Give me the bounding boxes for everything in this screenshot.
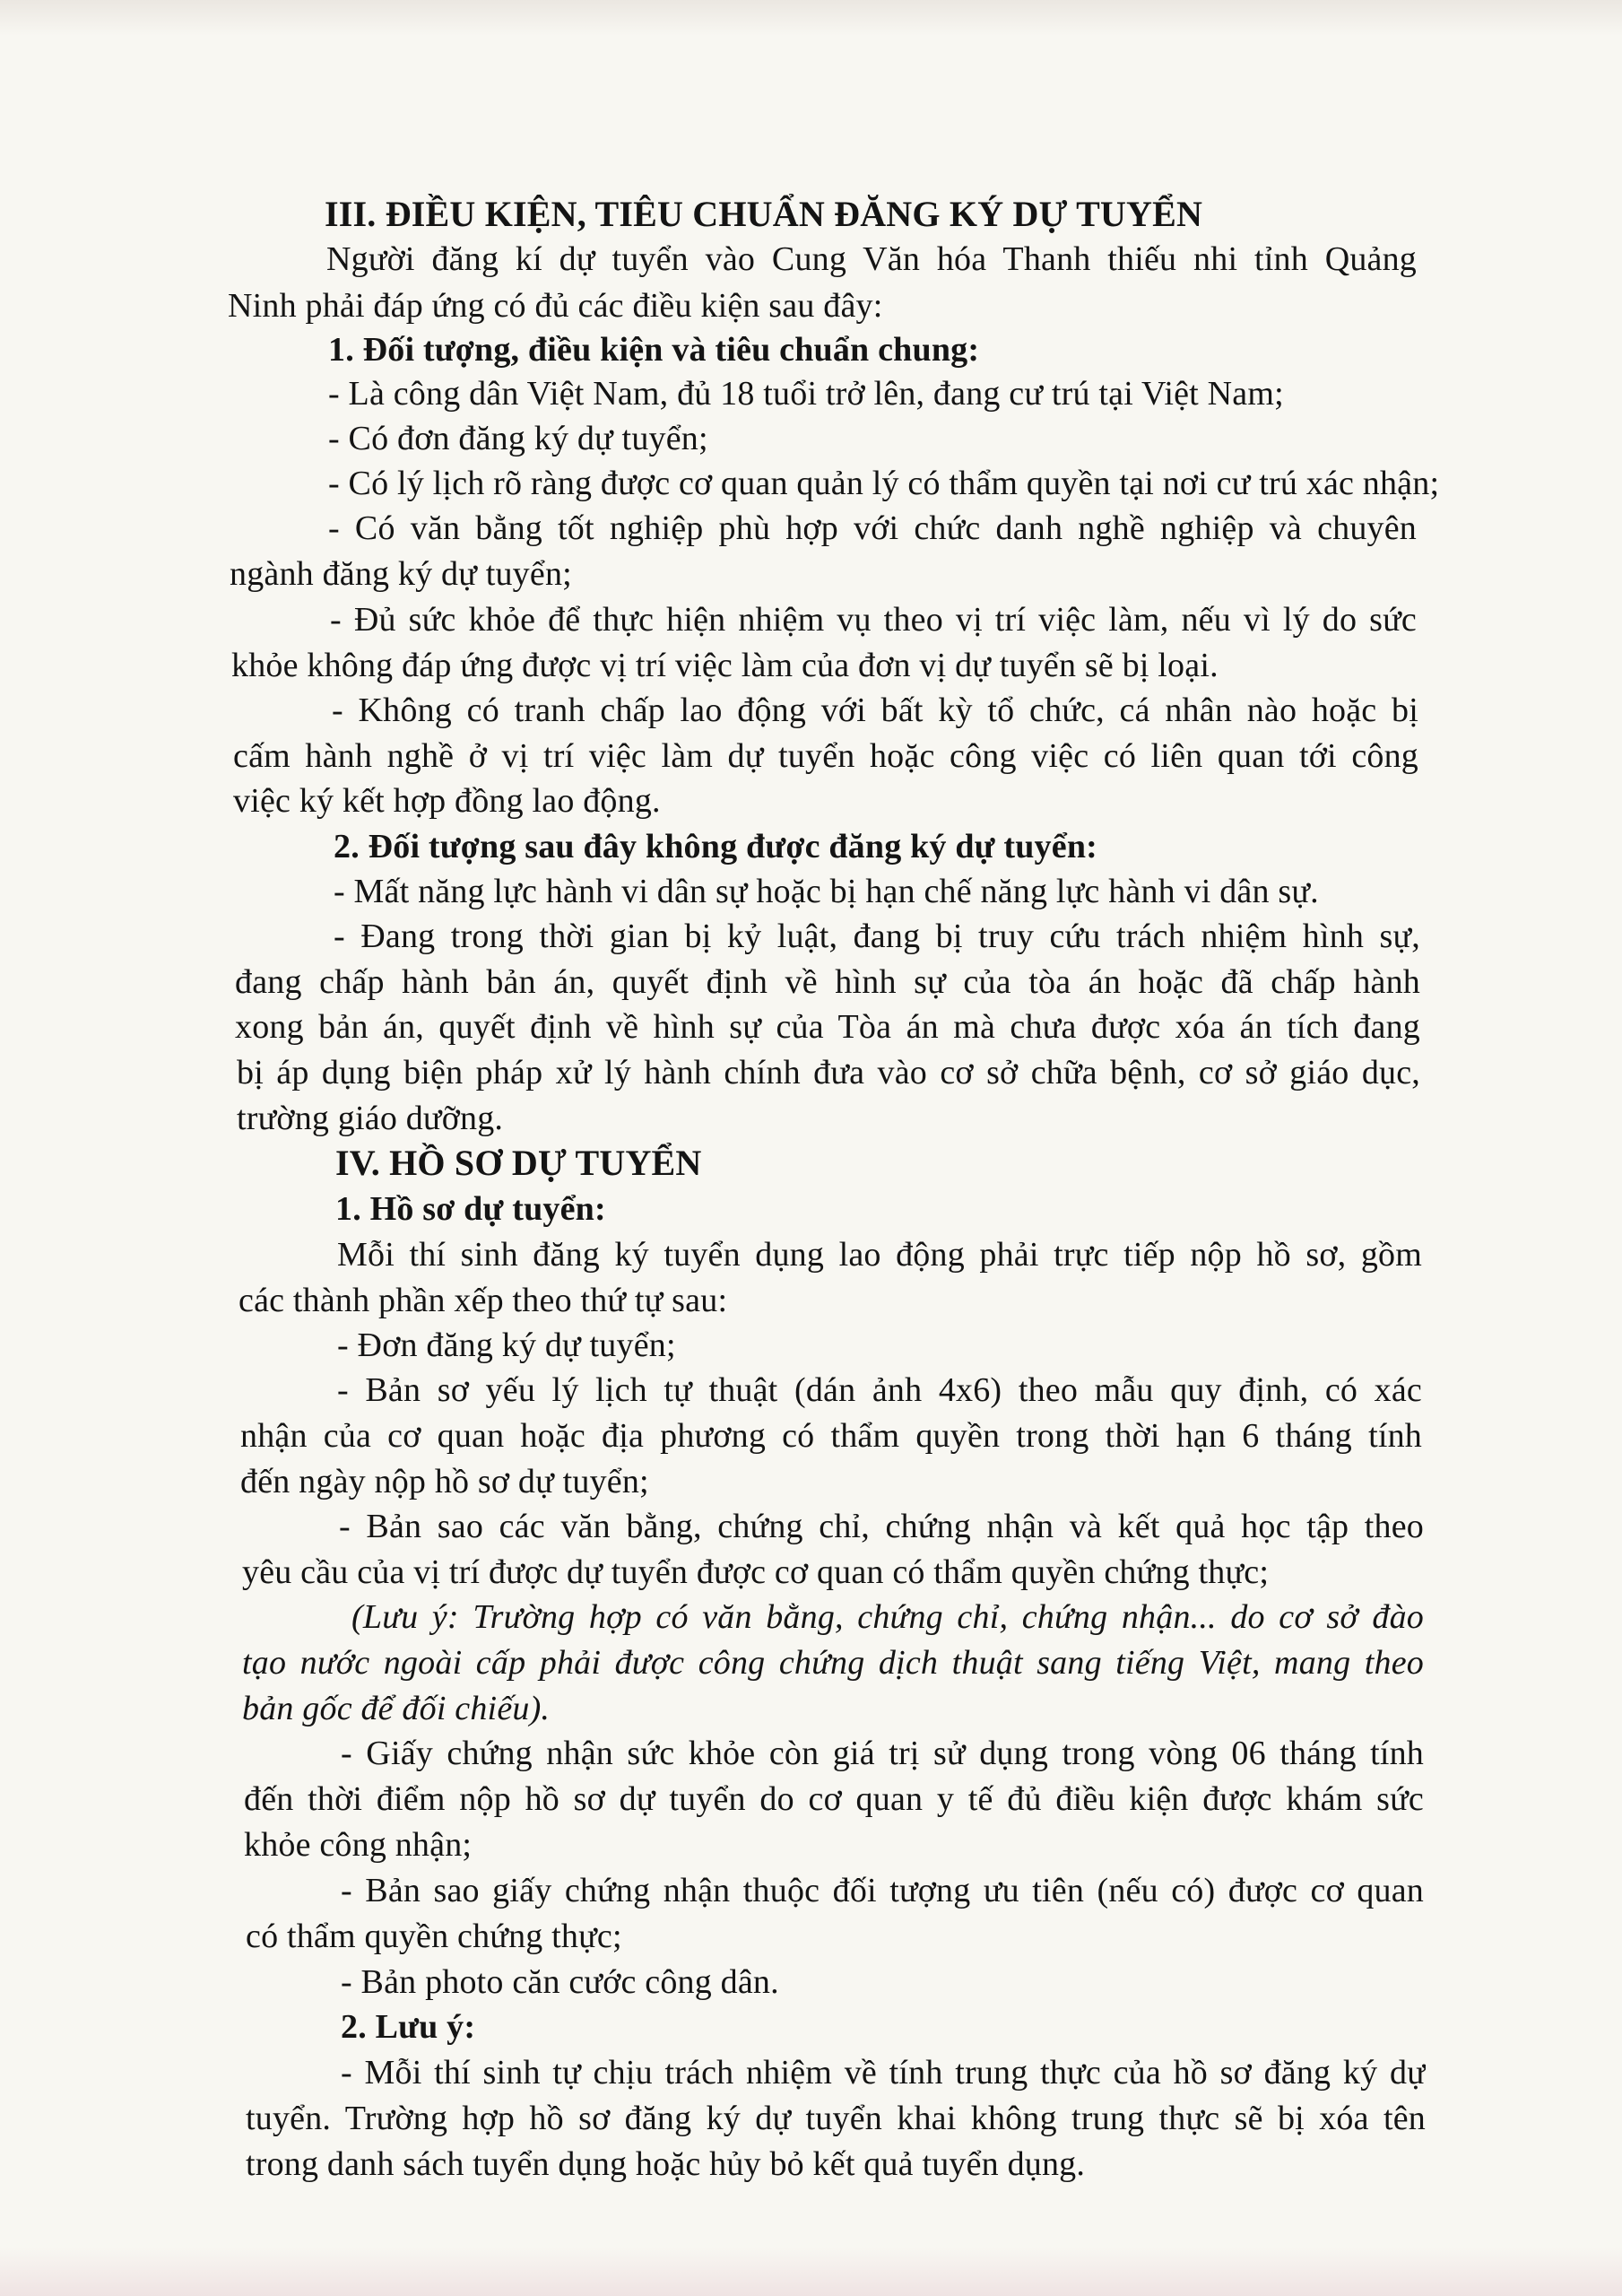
sub1-item-health-line-1: - Đủ sức khỏe để thực hiện nhiệm vụ theo vị trí việc làm, nếu vì lý do sức (330, 601, 1417, 639)
sub1-item-degree-line-1: - Có văn bằng tốt nghiệp phù hợp với chức danh nghề nghiệp và chuyên (328, 509, 1417, 547)
note-line-3: bản gốc để đối chiếu). (242, 1690, 551, 1727)
sub2-item-discipline-line-4: bị áp dụng biện pháp xử lý hành chính đưa vào cơ sở chữa bệnh, cơ sở giáo dục, (237, 1054, 1420, 1091)
sub1-item-background: - Có lý lịch rõ ràng được cơ quan quản lý có thẩm quyền tại nơi cư trú xác nhận; (328, 465, 1440, 502)
dossier-item-health-line-3: khỏe công nhận; (244, 1826, 473, 1864)
note-responsibility-line-2: tuyển. Trường hợp hồ sơ đăng ký dự tuyển khai không trung thực sẽ bị xóa tên (246, 2100, 1426, 2137)
note-responsibility-line-1: - Mỗi thí sinh tự chịu trách nhiệm về tính trung thực của hồ sơ đăng ký dự (341, 2054, 1426, 2092)
dossier-item-id-card: - Bản photo căn cước công dân. (341, 1963, 779, 2001)
dossier-item-health-line-1: - Giấy chứng nhận sức khỏe còn giá trị sử dụng trong vòng 06 tháng tính (341, 1735, 1424, 1772)
section-4-intro-line-1: Mỗi thí sinh đăng ký tuyển dụng lao động phải trực tiếp nộp hồ sơ, gồm (337, 1236, 1422, 1274)
sub2-item-discipline-line-5: trường giáo dưỡng. (237, 1100, 504, 1137)
section-4-intro-line-2: các thành phần xếp theo thứ tự sau: (239, 1282, 728, 1319)
sub1-item-application: - Có đơn đăng ký dự tuyển; (328, 420, 708, 457)
sub1-item-degree-line-2: ngành đăng ký dự tuyển; (230, 555, 572, 593)
section-4-sub1-heading: 1. Hồ sơ dự tuyển: (335, 1190, 606, 1228)
section-3-sub1-heading: 1. Đối tượng, điều kiện và tiêu chuẩn chung: (328, 331, 980, 369)
sub1-item-citizen: - Là công dân Việt Nam, đủ 18 tuổi trở lên, đang cư trú tại Việt Nam; (328, 375, 1284, 413)
dossier-item-resume-line-3: đến ngày nộp hồ sơ dự tuyển; (240, 1463, 649, 1500)
sub1-item-dispute-line-3: việc ký kết hợp đồng lao động. (233, 782, 661, 820)
note-line-2: tạo nước ngoài cấp phải được công chứng dịch thuật sang tiếng Việt, mang theo (242, 1644, 1424, 1682)
dossier-item-priority-line-2: có thẩm quyền chứng thực; (246, 1918, 622, 1955)
dossier-item-resume-line-2: nhận của cơ quan hoặc địa phương có thẩm quyền trong thời hạn 6 tháng tính (240, 1417, 1422, 1455)
section-4-sub2-heading: 2. Lưu ý: (341, 2008, 476, 2046)
sub2-item-discipline-line-1: - Đang trong thời gian bị kỷ luật, đang bị truy cứu trách nhiệm hình sự, (334, 918, 1420, 955)
dossier-item-priority-line-1: - Bản sao giấy chứng nhận thuộc đối tượng ưu tiên (nếu có) được cơ quan (341, 1872, 1424, 1909)
dossier-item-application: - Đơn đăng ký dự tuyển; (337, 1326, 676, 1364)
note-responsibility-line-3: trong danh sách tuyển dụng hoặc hủy bỏ kết quả tuyển dụng. (246, 2145, 1086, 2183)
section-3-heading: III. ĐIỀU KIỆN, TIÊU CHUẨN ĐĂNG KÝ DỰ TUYỂN (325, 194, 1203, 234)
section-3-intro-line-1: Người đăng kí dự tuyển vào Cung Văn hóa Thanh thiếu nhi tỉnh Quảng (326, 240, 1417, 278)
sub1-item-dispute-line-1: - Không có tranh chấp lao động với bất kỳ tổ chức, cá nhân nào hoặc bị (332, 691, 1418, 729)
section-3-intro-line-2: Ninh phải đáp ứng có đủ các điều kiện sau đây: (228, 287, 883, 325)
note-line-1: (Lưu ý: Trường hợp có văn bằng, chứng chỉ, chứng nhận... do cơ sở đào (351, 1598, 1424, 1636)
dossier-item-resume-line-1: - Bản sơ yếu lý lịch tự thuật (dán ảnh 4x6) theo mẫu quy định, có xác (337, 1371, 1422, 1409)
sub1-item-dispute-line-2: cấm hành nghề ở vị trí việc làm dự tuyển hoặc công việc có liên quan tới công (233, 737, 1418, 775)
sub2-item-discipline-line-2: đang chấp hành bản án, quyết định về hình sự của tòa án hoặc đã chấp hành (235, 963, 1420, 1001)
dossier-item-copies-line-1: - Bản sao các văn bằng, chứng chỉ, chứng nhận và kết quả học tập theo (339, 1508, 1424, 1545)
dossier-item-health-line-2: đến thời điểm nộp hồ sơ dự tuyển do cơ quan y tế đủ điều kiện được khám sức (244, 1780, 1424, 1818)
sub1-item-health-line-2: khỏe không đáp ứng được vị trí việc làm của đơn vị dự tuyển sẽ bị loại. (231, 647, 1219, 684)
sub2-item-capacity: - Mất năng lực hành vi dân sự hoặc bị hạn chế năng lực hành vi dân sự. (334, 873, 1319, 910)
top-scan-shadow (0, 0, 1622, 36)
section-4-heading: IV. HỒ SƠ DỰ TUYỂN (335, 1143, 702, 1183)
bottom-scan-shadow (0, 2247, 1622, 2296)
sub2-item-discipline-line-3: xong bản án, quyết định về hình sự của Tòa án mà chưa được xóa án tích đang (235, 1008, 1420, 1046)
section-3-sub2-heading: 2. Đối tượng sau đây không được đăng ký dự tuyển: (334, 828, 1098, 865)
dossier-item-copies-line-2: yêu cầu của vị trí được dự tuyển được cơ quan có thẩm quyền chứng thực; (242, 1553, 1270, 1591)
